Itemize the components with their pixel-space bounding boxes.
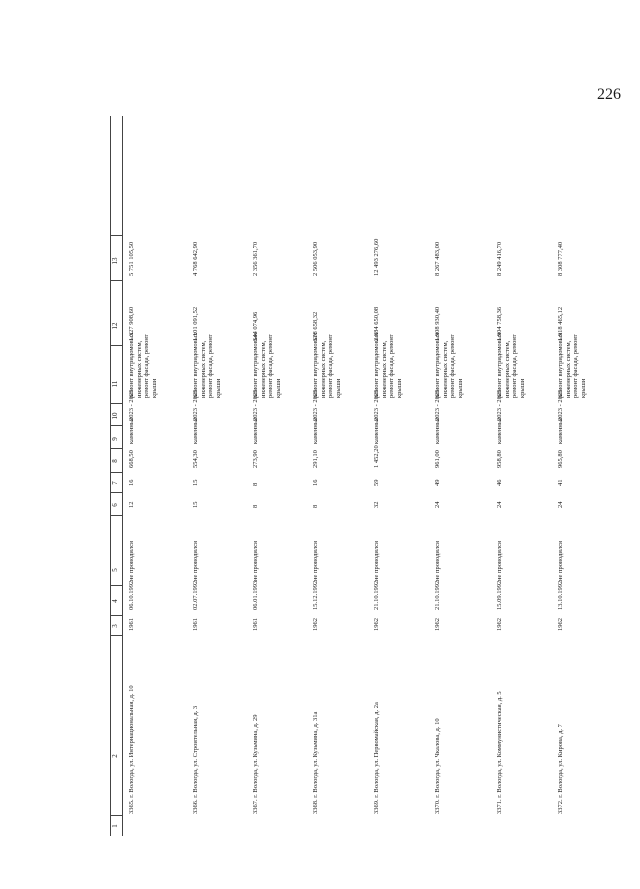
- cell-date: 13.10.1992: [557, 580, 564, 610]
- cell-c6: 15: [192, 501, 199, 508]
- column-number-3: 3: [111, 624, 119, 628]
- cell-date: 21.10.1992: [434, 580, 441, 610]
- cell-c6: 8: [252, 504, 259, 508]
- cell-area: 291,10: [312, 450, 319, 468]
- cell-sum12: 544 074,96: [252, 311, 259, 341]
- header-column-divider: [110, 615, 122, 616]
- cell-date: 02.07.1992: [192, 580, 199, 610]
- header-column-divider: [110, 235, 122, 236]
- cell-year: 1961: [192, 618, 199, 631]
- cell-material: каменные: [557, 416, 564, 444]
- header-column-divider: [110, 472, 122, 473]
- cell-sum12: 1 918 465,12: [557, 306, 564, 341]
- header-column-divider: [110, 448, 122, 449]
- cell-area: 273,90: [252, 450, 259, 468]
- cell-material: каменные: [434, 416, 441, 444]
- header-column-divider: [110, 515, 122, 516]
- cell-sum12: 1 101 091,52: [192, 306, 199, 341]
- cell-sum12: 1 327 908,60: [128, 306, 135, 341]
- cell-address: 3371. г. Вологда, ул. Коммунистическая, д. 5: [496, 691, 503, 814]
- cell-works: ремонт внутридомовых инженерных систем, ремонт фасада, ремонт крыши: [128, 332, 158, 398]
- cell-address: 3367. г. Вологда, ул. Кузьмина, д. 29: [252, 714, 259, 814]
- column-number-8: 8: [111, 459, 119, 463]
- cell-status: не проводился: [128, 541, 135, 581]
- column-number-1: 1: [111, 824, 119, 828]
- cell-status: не проводился: [557, 541, 564, 581]
- column-number-13: 13: [111, 257, 119, 265]
- cell-sum12: 2 884 650,08: [373, 306, 380, 341]
- page-number: 226: [597, 86, 621, 103]
- column-number-7: 7: [111, 481, 119, 485]
- cell-material: каменные: [373, 416, 380, 444]
- cell-year: 1962: [373, 618, 380, 631]
- cell-sum13: 8 267 483,00: [434, 241, 441, 276]
- cell-c7: 16: [312, 479, 319, 486]
- cell-period: 2023 - 2025: [557, 389, 564, 421]
- cell-c6: 24: [557, 501, 564, 508]
- cell-period: 2023 - 2025: [252, 389, 259, 421]
- cell-year: 1962: [312, 618, 319, 631]
- cell-date: 06.10.1992: [128, 580, 135, 610]
- cell-date: 15.12.1992: [312, 580, 319, 610]
- cell-sum13: 8 308 777,40: [557, 241, 564, 276]
- cell-material: каменные: [192, 416, 199, 444]
- header-column-divider: [110, 425, 122, 426]
- cell-material: каменные: [252, 416, 259, 444]
- cell-period: 2023 - 2025: [192, 389, 199, 421]
- column-number-2: 2: [111, 754, 119, 758]
- cell-c6: 32: [373, 501, 380, 508]
- cell-status: не проводился: [252, 541, 259, 581]
- cell-works: ремонт внутридомовых инженерных систем, ремонт фасада, ремонт крыши: [434, 332, 464, 398]
- cell-works: ремонт внутридомовых инженерных систем, ремонт фасада, ремонт крыши: [496, 332, 526, 398]
- cell-c7: 41: [557, 479, 564, 486]
- cell-area: 668,50: [128, 450, 135, 468]
- column-number-6: 6: [111, 503, 119, 507]
- cell-sum13: 2 356 361,70: [252, 241, 259, 276]
- cell-address: 3365. г. Вологда, ул. Интернациональная, д. 10: [128, 685, 135, 814]
- cell-material: каменные: [312, 416, 319, 444]
- cell-address: 3370. г. Вологда, ул. Чкалова, д. 10: [434, 718, 441, 814]
- cell-year: 1962: [496, 618, 503, 631]
- cell-c6: 12: [128, 501, 135, 508]
- header-column-divider: [110, 280, 122, 281]
- cell-sum13: 5 751 105,50: [128, 241, 135, 276]
- cell-area: 958,80: [496, 450, 503, 468]
- header-column-divider: [110, 492, 122, 493]
- cell-works: ремонт внутридомовых инженерных систем, ремонт фасада, ремонт крыши: [312, 332, 342, 398]
- cell-c6: 24: [496, 501, 503, 508]
- cell-year: 1961: [128, 618, 135, 631]
- column-number-5: 5: [111, 568, 119, 572]
- cell-address: 3372. г. Вологда, ул. Кирова, д. 7: [557, 724, 564, 814]
- cell-year: 1961: [252, 618, 259, 631]
- column-number-9: 9: [111, 437, 119, 441]
- cell-area: 1 452,20: [373, 445, 380, 468]
- cell-works: ремонт внутридомовых инженерных систем, ремонт фасада, ремонт крыши: [373, 332, 403, 398]
- cell-works: ремонт внутридомовых инженерных систем, ремонт фасада, ремонт крыши: [252, 332, 282, 398]
- cell-sum13: 8 249 416,70: [496, 241, 503, 276]
- cell-sum13: 4 768 642,90: [192, 241, 199, 276]
- cell-c7: 8: [252, 482, 259, 486]
- cell-sum12: 1 908 930,40: [434, 306, 441, 341]
- header-column-divider: [110, 403, 122, 404]
- cell-status: не проводился: [434, 541, 441, 581]
- cell-c7: 46: [496, 479, 503, 486]
- cell-date: 21.10.1992: [373, 580, 380, 610]
- cell-works: ремонт внутридомовых инженерных систем, ремонт фасада, ремонт крыши: [192, 332, 222, 398]
- header-bottom-border: [122, 116, 123, 836]
- header-column-divider: [110, 815, 122, 816]
- column-number-12: 12: [111, 322, 119, 330]
- cell-address: 3366. г. Вологда, ул. Строительная, д. 3: [192, 705, 199, 814]
- cell-address: 3368. г. Вологда, ул. Кузьмина, д. 31а: [312, 711, 319, 814]
- cell-period: 2023 - 2025: [312, 389, 319, 421]
- cell-period: 2023 - 2025: [496, 389, 503, 421]
- cell-c6: 24: [434, 501, 441, 508]
- cell-c7: 16: [128, 479, 135, 486]
- cell-status: не проводился: [496, 541, 503, 581]
- cell-sum13: 2 506 053,90: [312, 241, 319, 276]
- cell-material: каменные: [496, 416, 503, 444]
- column-number-11: 11: [111, 380, 119, 388]
- cell-sum12: 578 658,32: [312, 311, 319, 341]
- table-header-row: [110, 116, 122, 836]
- cell-period: 2023 - 2025: [434, 389, 441, 421]
- column-number-4: 4: [111, 599, 119, 603]
- cell-area: 965,80: [557, 450, 564, 468]
- cell-address: 3369. г. Вологда, ул. Первомайская, д. 2а: [373, 702, 380, 814]
- header-column-divider: [110, 585, 122, 586]
- cell-area: 961,00: [434, 450, 441, 468]
- header-column-divider: [110, 345, 122, 346]
- cell-period: 2023 - 2025: [373, 389, 380, 421]
- cell-material: каменные: [128, 416, 135, 444]
- cell-status: не проводился: [192, 541, 199, 581]
- cell-c7: 59: [373, 479, 380, 486]
- cell-year: 1962: [557, 618, 564, 631]
- cell-date: 06.01.1993: [252, 580, 259, 610]
- cell-c7: 49: [434, 479, 441, 486]
- cell-c7: 15: [192, 479, 199, 486]
- cell-period: 2023 - 2025: [128, 389, 135, 421]
- cell-sum12: 1 904 758,36: [496, 306, 503, 341]
- cell-area: 554,30: [192, 450, 199, 468]
- cell-date: 15.09.1992: [496, 580, 503, 610]
- rotated-table: [110, 116, 630, 836]
- cell-status: не проводился: [312, 541, 319, 581]
- header-top-border: [110, 116, 111, 836]
- cell-status: не проводился: [373, 541, 380, 581]
- column-number-10: 10: [111, 412, 119, 420]
- cell-c6: 8: [312, 504, 319, 508]
- header-column-divider: [110, 635, 122, 636]
- cell-works: ремонт внутридомовых инженерных систем, ремонт фасада, ремонт крыши: [557, 332, 587, 398]
- cell-year: 1962: [434, 618, 441, 631]
- cell-sum13: 12 493 276,60: [373, 238, 380, 276]
